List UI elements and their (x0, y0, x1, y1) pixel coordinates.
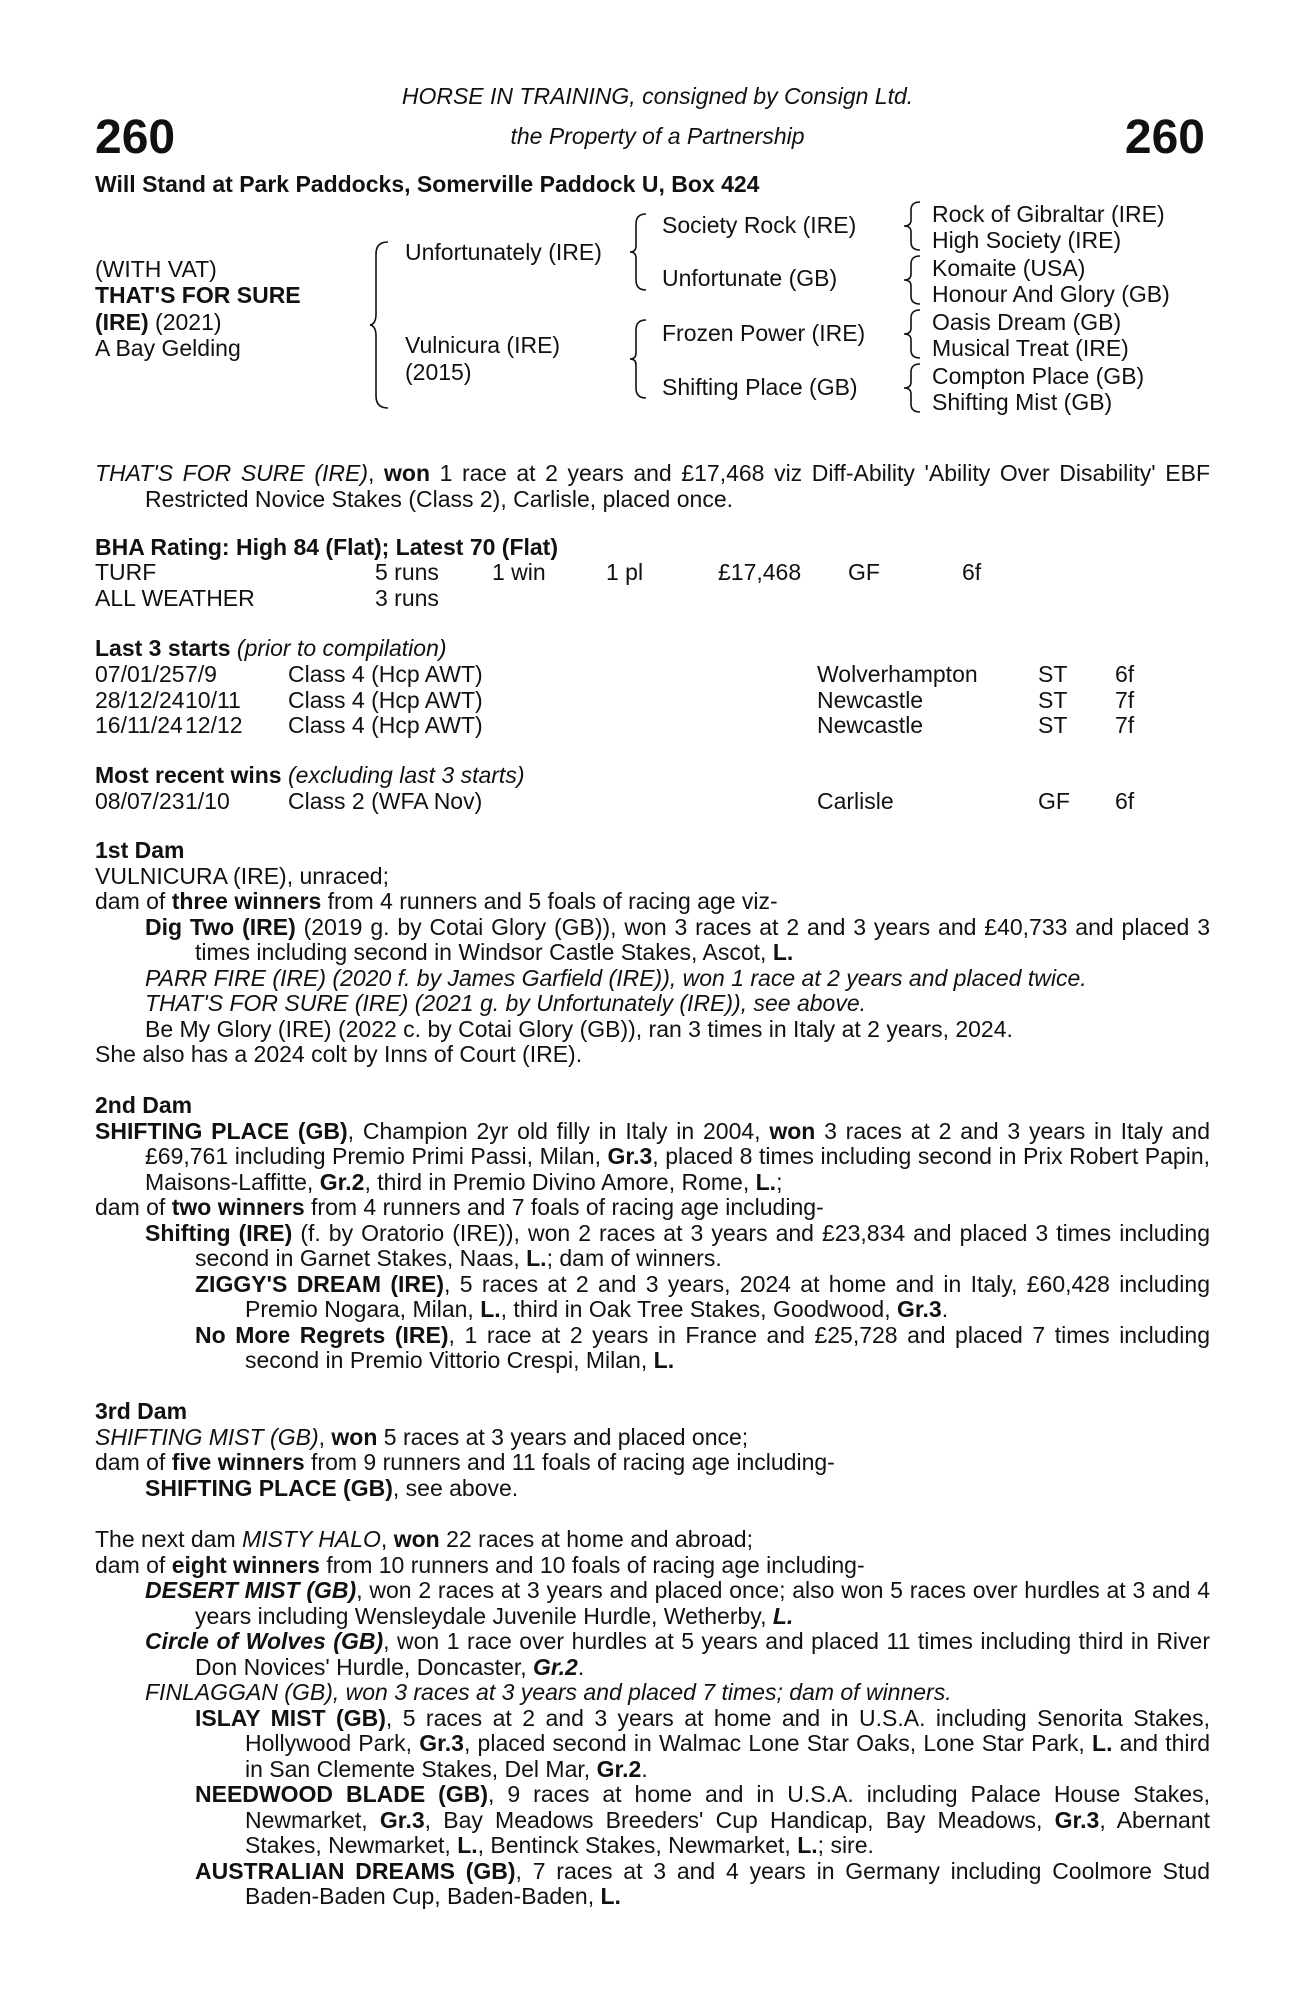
pedigree-dam: Vulnicura (IRE) (405, 332, 561, 358)
pedigree-main-brace (368, 240, 392, 410)
recent-row-1-cell-1: 08/07/23 (95, 788, 185, 814)
recent-row-1-cell-2: 1/10 (185, 788, 230, 814)
last3-row-2-cell-4: Newcastle (817, 686, 924, 713)
last3-row-1-cell-4: Wolverhampton (817, 661, 978, 687)
last3-row-1-cell-2: 7/9 (185, 661, 217, 687)
second-dam-line2: dam of two winners from 4 runners and 7 foals of racing age including- (95, 1194, 824, 1220)
last3-title: Last 3 starts (95, 635, 231, 661)
first-dam-entry-3: THAT'S FOR SURE (IRE) (2021 g. by Unfortunately (IRE)), see above. (145, 990, 867, 1016)
pedigree-ggs-8: Shifting Mist (GB) (932, 389, 1113, 415)
pedigree-ggs-7: Compton Place (GB) (932, 363, 1145, 389)
last3-note: (prior to compilation) (230, 635, 447, 661)
pedigree-ggs-5: Oasis Dream (GB) (932, 309, 1122, 335)
last3-row-1-cell-6: 6f (1115, 661, 1135, 687)
last3-row-2-cell-5: ST (1038, 686, 1068, 713)
third-dam-entry-1: SHIFTING PLACE (GB), see above. (145, 1474, 519, 1501)
turf-going: GF (848, 559, 880, 585)
lot-number-right: 260 (1124, 111, 1205, 164)
pedigree-gs-3: Frozen Power (IRE) (662, 320, 866, 346)
bha-rating: BHA Rating: High 84 (Flat); Latest 70 (Flat) (95, 534, 558, 560)
last3-heading (95, 636, 447, 662)
last3-row-3-cell-1: 16/11/24 (95, 712, 183, 738)
next-dam-entry-2: Circle of Wolves (GB), won 1 race over hurdles at 5 years and placed 11 times including third in River Don Novices' Hurdle, Doncaster, Gr.2. (145, 1628, 1210, 1680)
last3-row-3-cell-5: ST (1038, 712, 1068, 738)
ggs-brace-2 (902, 254, 924, 306)
recent-title: Most recent wins (95, 762, 282, 788)
ggs-brace-4 (902, 362, 924, 414)
next-dam-entry-4: ISLAY MIST (GB), 5 races at 2 and 3 years at home and in U.S.A. including Senorita Stakes, Hollywood Park, Gr.3, placed second in Walmac Lone Star Oaks, Lone Star Park, L. and third in San Clemente Stakes, Del Mar, Gr.2. (195, 1704, 1210, 1782)
last3-row-3-cell-4: Newcastle (817, 712, 924, 738)
pedigree-gs-1: Society Rock (IRE) (662, 212, 857, 238)
first-dam-title: 1st Dam (95, 837, 185, 863)
property-line: the Property of a Partnership (510, 123, 805, 149)
last3-row-2-cell-2: 10/11 (185, 686, 241, 713)
recent-note: (excluding last 3 starts) (281, 762, 525, 788)
third-dam-line2: dam of five winners from 9 runners and 11 foals of racing age including- (95, 1449, 835, 1475)
turf-distance: 6f (962, 559, 982, 585)
summary-won: won (384, 460, 430, 486)
turf-runs: 5 runs (375, 559, 439, 585)
ggs-brace-1 (902, 200, 924, 252)
next-dam-entry-1: DESERT MIST (GB), won 2 races at 3 years and placed once; also won 5 races over hurdles at 3 and 4 years including Wensleydale Juvenile Hurdle, Wetherby, L. (145, 1577, 1210, 1629)
last3-row-1-cell-5: ST (1038, 661, 1068, 687)
recent-row-1-cell-3: Class 2 (WFA Nov) (288, 788, 483, 814)
second-dam-title: 2nd Dam (95, 1092, 193, 1118)
first-dam-last: She also has a 2024 colt by Inns of Court (IRE). (95, 1041, 583, 1067)
summary-text: 1 race at 2 years and £17,468 viz Diff-Ability 'Ability Over Disability' EBF Restricted Novice Stakes (Class 2), Carlisle, placed once. (145, 460, 1211, 512)
next-dam-section (95, 1527, 1210, 1910)
last3-row-2-cell-3: Class 4 (Hcp AWT) (288, 686, 483, 713)
ggs-brace-3 (902, 308, 924, 360)
next-dam-line2: dam of eight winners from 10 runners and 10 foals of racing age including- (95, 1551, 865, 1578)
last3-row-2-cell-6: 7f (1115, 686, 1135, 713)
third-dam-line1: SHIFTING MIST (GB), won 5 races at 3 years and placed once; (95, 1423, 749, 1450)
pedigree-ggs-4: Honour And Glory (GB) (932, 281, 1170, 307)
aw-runs: 3 runs (375, 585, 439, 611)
turf-label: TURF (95, 559, 157, 585)
last3-row-3-cell-6: 7f (1115, 712, 1135, 738)
vat-label: (WITH VAT) (95, 256, 217, 282)
second-dam-section (95, 1093, 1210, 1374)
second-dam-line1: SHIFTING PLACE (GB), Champion 2yr old filly in Italy in 2004, won 3 races at 2 and 3 years in Italy and £69,761 including Premio Primi Passi, Milan, Gr.3, placed 8 times including second in Prix Robert Papin, Maisons-Laffitte, Gr.2, third in Premio Divino Amore, Rome, L.; (95, 1117, 1210, 1195)
second-dam-entry-3: No More Regrets (IRE), 1 race at 2 years in France and £25,728 and placed 7 times including second in Premio Vittorio Crespi, Milan, L. (195, 1321, 1210, 1373)
summary-horse-name: THAT'S FOR SURE (IRE) (95, 460, 368, 486)
last3-row-1-cell-1: 07/01/25 (95, 661, 185, 687)
pedigree-ggs-6: Musical Treat (IRE) (932, 335, 1129, 361)
pedigree-ggs-3: Komaite (USA) (932, 255, 1086, 281)
next-dam-entry-6: AUSTRALIAN DREAMS (GB), 7 races at 3 and 4 years in Germany including Coolmore Stud Baden-Baden Cup, Baden-Baden, L. (195, 1857, 1210, 1909)
recent-heading (95, 763, 524, 789)
first-dam-line2: dam of three winners from 4 runners and 5 foals of racing age viz- (95, 888, 778, 914)
turf-wins: 1 win (492, 559, 546, 585)
recent-row-1-cell-6: 6f (1115, 788, 1135, 814)
first-dam-line1: VULNICURA (IRE), unraced; (95, 862, 389, 889)
last3-row-3-cell-2: 12/12 (185, 712, 243, 738)
pedigree-sire: Unfortunately (IRE) (405, 239, 602, 265)
second-dam-entry-1: Shifting (IRE) (f. by Oratorio (IRE)), won 2 races at 3 years and £23,834 and placed 3 times including second in Garnet Stakes, Naas, L.; dam of winners. (145, 1219, 1210, 1271)
pedigree-ggs-1: Rock of Gibraltar (IRE) (932, 201, 1165, 227)
third-dam-section (95, 1399, 1210, 1501)
pedigree-ggs-2: High Society (IRE) (932, 227, 1122, 253)
horse-description: A Bay Gelding (95, 335, 241, 361)
pedigree-gs-4: Shifting Place (GB) (662, 374, 858, 400)
pedigree-sire-brace (628, 212, 650, 292)
consignment-line: HORSE IN TRAINING, consigned by Consign Ltd. (401, 83, 914, 109)
horse-name: THAT'S FOR SURE (95, 282, 301, 308)
last3-row-1-cell-3: Class 4 (Hcp AWT) (288, 661, 483, 687)
third-dam-title: 3rd Dam (95, 1398, 188, 1424)
stand-location: Will Stand at Park Paddocks, Somerville Paddock U, Box 424 (95, 171, 760, 197)
race-summary: THAT'S FOR SURE (IRE), won 1 race at 2 years and £17,468 viz Diff-Ability 'Ability Over Disability' EBF Restricted Novice Stakes (Class 2), Carlisle, placed once. (95, 460, 1211, 512)
horse-year-line (95, 310, 222, 336)
pedigree-gs-2: Unfortunate (GB) (662, 265, 838, 291)
second-dam-entry-2: ZIGGY'S DREAM (IRE), 5 races at 2 and 3 years, 2024 at home and in Italy, £60,428 including Premio Nogara, Milan, L., third in Oak Tree Stakes, Goodwood, Gr.3. (195, 1270, 1211, 1322)
lot-number-left: 260 (95, 111, 176, 164)
turf-placed: 1 pl (606, 559, 644, 585)
recent-row-1-cell-4: Carlisle (817, 788, 894, 814)
last3-row-2-cell-1: 28/12/24 (95, 686, 185, 713)
first-dam-entry-4: Be My Glory (IRE) (2022 c. by Cotai Glory (GB)), ran 3 times in Italy at 2 years, 2024. (145, 1015, 1013, 1042)
last3-row-3-cell-3: Class 4 (Hcp AWT) (288, 712, 483, 738)
recent-row-1-cell-5: GF (1038, 788, 1070, 814)
next-dam-entry-3: FINLAGGAN (GB), won 3 races at 3 years and placed 7 times; dam of winners. (145, 1679, 952, 1705)
first-dam-section (95, 838, 1210, 1068)
aw-label: ALL WEATHER (95, 585, 255, 611)
first-dam-entry-2: PARR FIRE (IRE) (2020 f. by James Garfield (IRE)), won 1 race at 2 years and placed twice. (145, 964, 1087, 991)
first-dam-entry-1: Dig Two (IRE) (2019 g. by Cotai Glory (GB)), won 3 races at 2 and 3 years and £40,733 and placed 3 times including second in Windsor Castle Stakes, Ascot, L. (145, 913, 1210, 965)
horse-year: (2021) (148, 309, 222, 335)
pedigree-dam-year: (2015) (405, 359, 472, 385)
next-dam-entry-5: NEEDWOOD BLADE (GB), 9 races at home and in U.S.A. including Palace House Stakes, Newmarket, Gr.3, Bay Meadows Breeders' Cup Handicap, Bay Meadows, Gr.3, Abernant Stakes, Newmarket, L., Bentinck Stakes, Newmarket, L.; sire. (195, 1781, 1211, 1858)
horse-suffix: (IRE) (95, 309, 149, 335)
next-dam-line1: The next dam MISTY HALO, won 22 races at home and abroad; (95, 1526, 753, 1552)
turf-earnings: £17,468 (718, 559, 802, 585)
pedigree-dam-brace (628, 318, 650, 400)
